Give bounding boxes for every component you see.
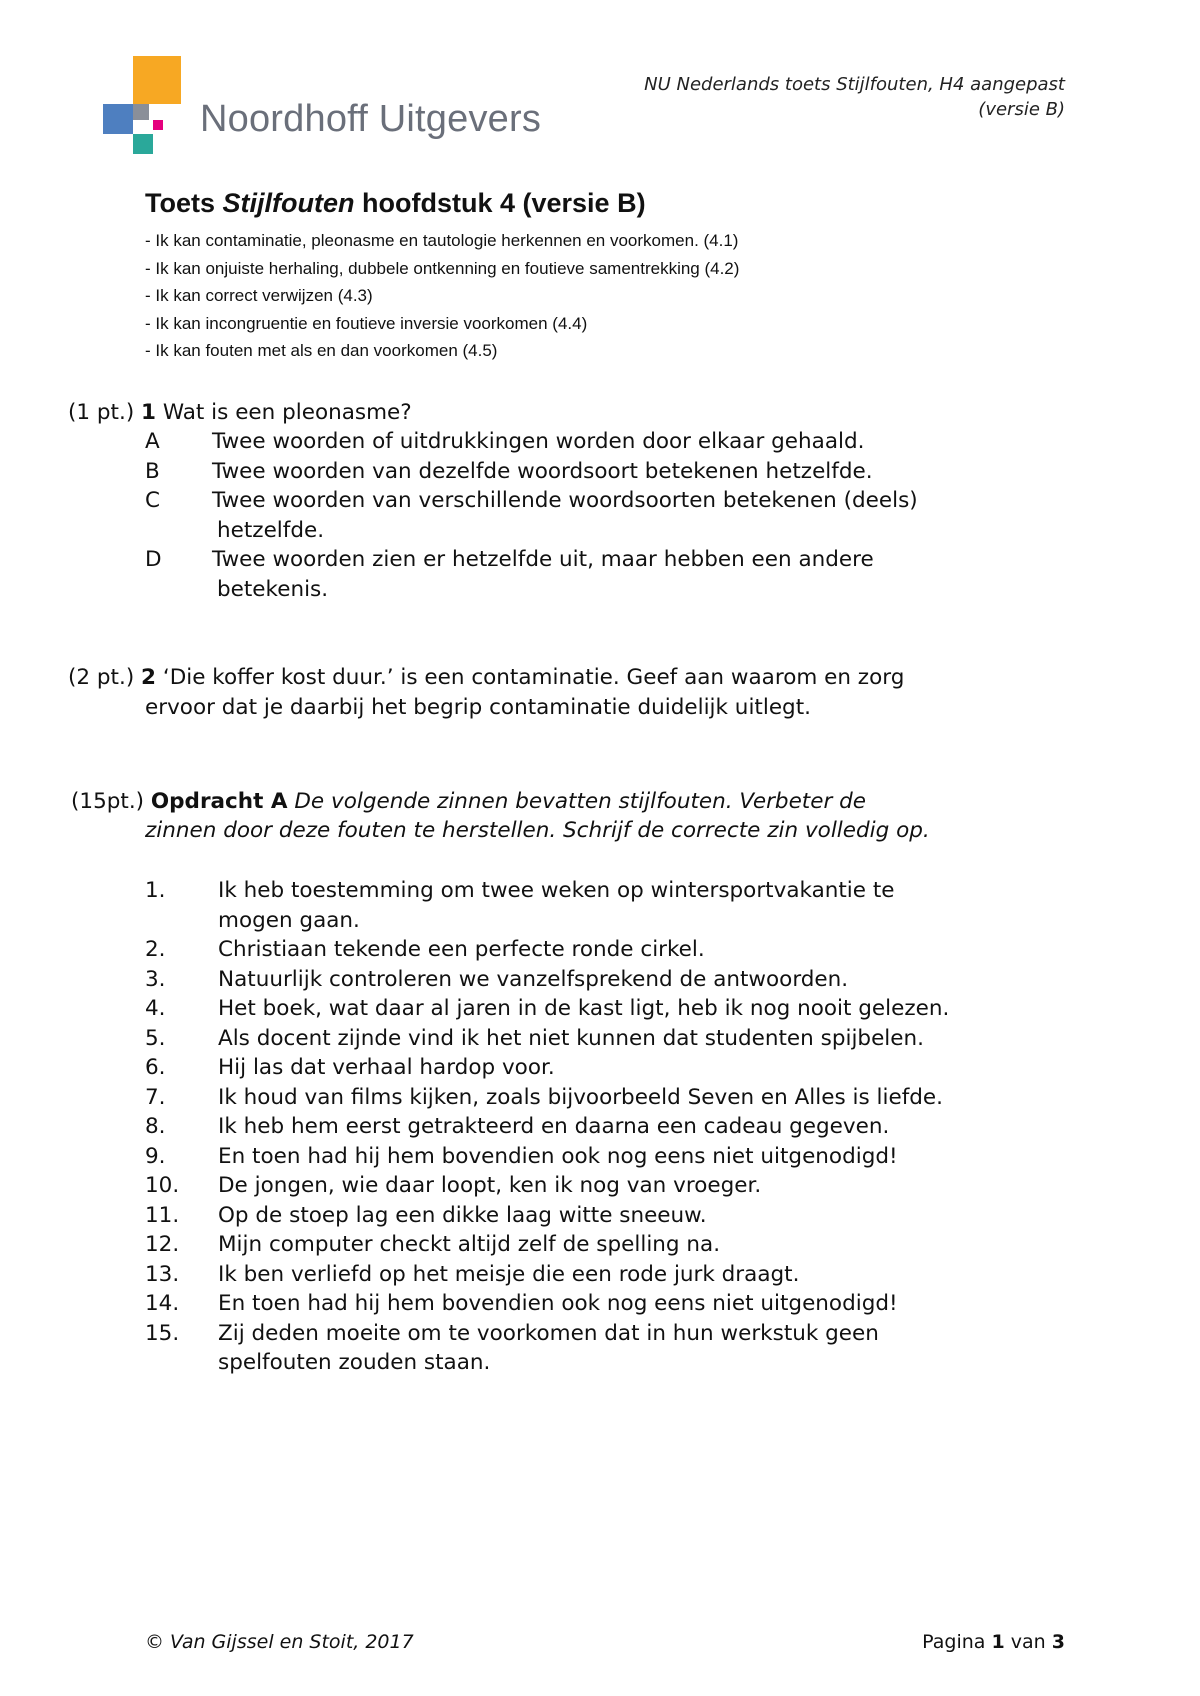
- page-title: [145, 188, 646, 219]
- option-letter: B: [145, 458, 160, 484]
- option-letter: C: [145, 488, 161, 513]
- sentence-number: 2.: [145, 937, 166, 962]
- sentence-number: 7.: [145, 1084, 166, 1110]
- goal-item: - Ik kan correct verwijzen (4.3): [145, 286, 373, 305]
- logo-square-magenta: [153, 120, 163, 130]
- sentence-number: 4.: [145, 996, 166, 1021]
- sentence-text: De jongen, wie daar loopt, ken ik nog van vroeger.: [218, 1173, 762, 1198]
- question-2-number: 2: [141, 665, 157, 690]
- option-text: Twee woorden van dezelfde woordsoort betekenen hetzelfde.: [212, 458, 873, 484]
- sentence-text: Het boek, wat daar al jaren in de kast ligt, heb ik nog nooit gelezen.: [218, 996, 950, 1021]
- option-text-continued: hetzelfde.: [217, 517, 325, 543]
- goal-item: - Ik kan fouten met als en dan voorkomen (4.5): [145, 341, 498, 360]
- option-letter: D: [145, 547, 162, 572]
- question-2-text: ‘Die koffer kost duur.’ is een contaminatie. Geef aan waarom en zorg: [162, 665, 905, 690]
- sentence-number: 10.: [145, 1173, 180, 1198]
- option-letter: A: [145, 429, 160, 454]
- question-2: [68, 663, 904, 693]
- sentence-text: Ik ben verliefd op het meisje die een rode jurk draagt.: [218, 1261, 800, 1287]
- sentence-text: En toen had hij hem bovendien ook nog eens niet uitgenodigd!: [218, 1291, 898, 1316]
- sentence-text: Ik heb toestemming om twee weken op wintersportvakantie te: [218, 878, 895, 903]
- document-header-line2: (versie B): [978, 99, 1065, 120]
- page-total: 3: [1051, 1631, 1065, 1653]
- goal-item: - Ik kan contaminatie, pleonasme en tautologie herkennen en voorkomen. (4.1): [145, 231, 739, 250]
- sentence-number: 15.: [145, 1320, 180, 1346]
- sentence-number: 12.: [145, 1232, 180, 1257]
- logo-square-blue: [103, 104, 133, 134]
- assignment-a-instruction-continued: zinnen door deze fouten te herstellen. Schrijf de correcte zin volledig op.: [145, 818, 930, 843]
- question-1-text: Wat is een pleonasme?: [162, 400, 412, 425]
- document-header-line1: NU Nederlands toets Stijlfouten, H4 aangepast: [644, 74, 1065, 95]
- sentence-text: Christiaan tekende een perfecte ronde cirkel.: [218, 937, 705, 962]
- sentence-text: Zij deden moeite om te voorkomen dat in hun werkstuk geen: [218, 1320, 879, 1346]
- sentence-number: 1.: [145, 878, 166, 903]
- sentence-text: Hij las dat verhaal hardop voor.: [218, 1055, 555, 1080]
- document-header: [644, 72, 1065, 122]
- sentence-number: 9.: [145, 1143, 166, 1169]
- logo-square-orange: [133, 56, 181, 104]
- page-number: [922, 1631, 1065, 1653]
- option-text-continued: betekenis.: [217, 576, 329, 602]
- option-text: Twee woorden van verschillende woordsoorten betekenen (deels): [212, 488, 918, 513]
- assignment-a-instruction: De volgende zinnen bevatten stijlfouten. Verbeter de: [294, 789, 867, 814]
- assignment-a: [71, 787, 866, 817]
- assignment-a-points: (15pt.): [71, 789, 145, 814]
- title-suffix: hoofdstuk 4 (versie B): [354, 188, 646, 218]
- page-of: van: [1010, 1631, 1046, 1653]
- sentence-number: 3.: [145, 966, 166, 992]
- learning-goals: [145, 227, 739, 365]
- sentence-text: Ik heb hem eerst getrakteerd en daarna een cadeau gegeven.: [218, 1114, 890, 1139]
- sentence-number: 5.: [145, 1025, 166, 1051]
- page-current: 1: [991, 1631, 1005, 1653]
- option-text: Twee woorden zien er hetzelfde uit, maar hebben een andere: [212, 547, 874, 572]
- goal-item: - Ik kan incongruentie en foutieve inversie voorkomen (4.4): [145, 313, 588, 333]
- sentence-text: Mijn computer checkt altijd zelf de spelling na.: [218, 1232, 721, 1257]
- page-word: Pagina: [922, 1631, 986, 1653]
- copyright: © Van Gijssel en Stoit, 2017: [145, 1631, 414, 1653]
- sentence-text: En toen had hij hem bovendien ook nog eens niet uitgenodigd!: [218, 1143, 898, 1169]
- assignment-a-label: Opdracht A: [150, 789, 288, 814]
- brand-name: Noordhoff Uitgevers: [200, 98, 542, 140]
- question-1-points: (1 pt.): [68, 400, 135, 425]
- title-prefix: Toets: [145, 188, 223, 218]
- sentence-text: Ik houd van films kijken, zoals bijvoorbeeld Seven en Alles is liefde.: [218, 1084, 943, 1110]
- question-1-number: 1: [141, 400, 157, 425]
- title-italic: Stijlfouten: [222, 188, 355, 218]
- sentence-text: Op de stoep lag een dikke laag witte sneeuw.: [218, 1202, 707, 1228]
- sentence-text: Als docent zijnde vind ik het niet kunnen dat studenten spijbelen.: [218, 1025, 924, 1051]
- sentence-number: 13.: [145, 1261, 180, 1287]
- sentence-number: 14.: [145, 1291, 180, 1316]
- option-text: Twee woorden of uitdrukkingen worden door elkaar gehaald.: [212, 429, 865, 454]
- sentence-text-continued: mogen gaan.: [218, 907, 360, 933]
- question-2-continued: ervoor dat je daarbij het begrip contaminatie duidelijk uitlegt.: [145, 695, 811, 720]
- sentence-number: 6.: [145, 1055, 166, 1080]
- sentence-number: 11.: [145, 1202, 180, 1228]
- question-2-points: (2 pt.): [68, 665, 135, 690]
- logo-square-grey: [133, 104, 149, 120]
- sentence-text: Natuurlijk controleren we vanzelfsprekend de antwoorden.: [218, 966, 849, 992]
- question-1: [68, 398, 412, 428]
- goal-item: - Ik kan onjuiste herhaling, dubbele ontkenning en foutieve samentrekking (4.2): [145, 258, 740, 278]
- sentence-number: 8.: [145, 1114, 166, 1139]
- logo-square-teal: [133, 134, 153, 154]
- sentence-text-continued: spelfouten zouden staan.: [218, 1350, 491, 1375]
